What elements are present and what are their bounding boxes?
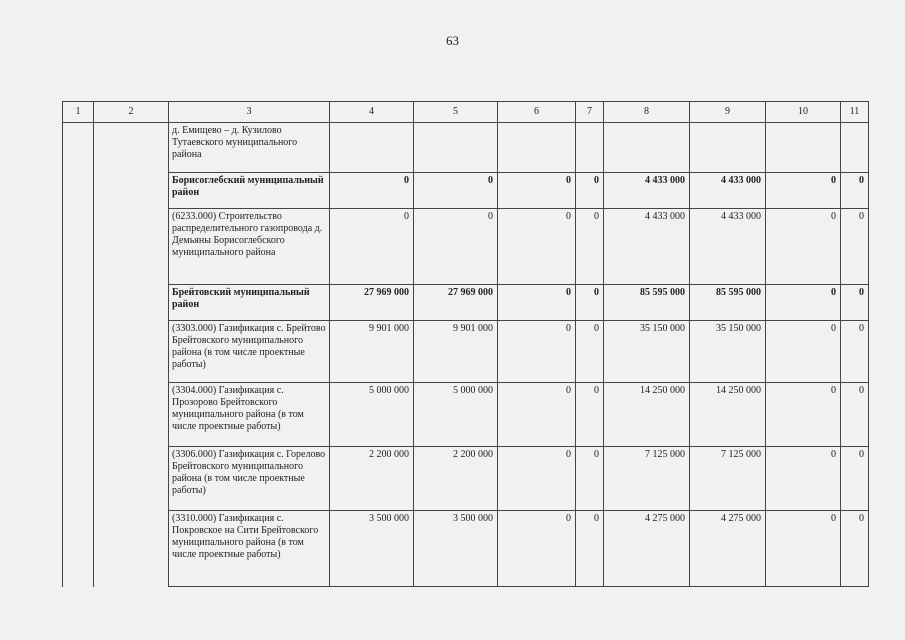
amount-cell-4: 2 200 000 [330,447,414,511]
table-row [63,447,869,511]
row-number-cell [63,285,94,321]
amount-cell-11: 0 [841,321,869,383]
amount-cell-4: 27 969 000 [330,285,414,321]
amount-cell-4: 3 500 000 [330,511,414,587]
table-row [63,209,869,285]
amount-cell-4: 5 000 000 [330,383,414,447]
amount-cell-9: 14 250 000 [690,383,766,447]
amount-cell-10 [766,123,841,173]
code-cell [94,383,169,447]
object-name-cell: д. Емищево – д. Кузилово Тутаевского муниципального района [169,123,330,173]
amount-cell-9: 4 275 000 [690,511,766,587]
column-number: 6 [498,102,576,123]
amount-cell-4: 9 901 000 [330,321,414,383]
amount-cell-9 [690,123,766,173]
object-name-cell: (3304.000) Газификация с. Прозорово Брейтовского муниципального района (в том числе проектные работы) [169,383,330,447]
amount-cell-5: 3 500 000 [414,511,498,587]
column-number: 2 [94,102,169,123]
code-cell [94,447,169,511]
amount-cell-8: 7 125 000 [604,447,690,511]
column-number: 8 [604,102,690,123]
amount-cell-9: 85 595 000 [690,285,766,321]
row-number-cell [63,123,94,173]
column-number: 1 [63,102,94,123]
amount-cell-5: 5 000 000 [414,383,498,447]
amount-cell-10: 0 [766,285,841,321]
amount-cell-11: 0 [841,173,869,209]
amount-cell-11: 0 [841,447,869,511]
amount-cell-11: 0 [841,511,869,587]
amount-cell-6: 0 [498,447,576,511]
code-cell [94,321,169,383]
table-row [63,285,869,321]
amount-cell-11: 0 [841,383,869,447]
object-name-cell: (3303.000) Газификация с. Брейтово Брейтовского муниципального района (в том числе проектные работы) [169,321,330,383]
amount-cell-11 [841,123,869,173]
amount-cell-6: 0 [498,209,576,285]
amount-cell-7: 0 [576,511,604,587]
amount-cell-10: 0 [766,511,841,587]
amount-cell-7 [576,123,604,173]
amount-cell-7: 0 [576,321,604,383]
row-number-cell [63,383,94,447]
amount-cell-11: 0 [841,209,869,285]
amount-cell-5: 9 901 000 [414,321,498,383]
row-number-cell [63,321,94,383]
object-name-cell: Борисоглебский муниципальный район [169,173,330,209]
object-name-cell: (3310.000) Газификация с. Покровское на Сити Брейтовского муниципального района (в том числе проектные работы) [169,511,330,587]
amount-cell-5: 0 [414,173,498,209]
amount-cell-5: 27 969 000 [414,285,498,321]
page-number: 63 [446,33,459,48]
code-cell [94,511,169,587]
amount-cell-8: 4 433 000 [604,173,690,209]
amount-cell-4 [330,123,414,173]
row-number-cell [63,511,94,587]
code-cell [94,285,169,321]
column-number-row [63,102,869,123]
table-row [63,321,869,383]
amount-cell-8: 4 433 000 [604,209,690,285]
amount-cell-6: 0 [498,173,576,209]
amount-cell-8: 4 275 000 [604,511,690,587]
amount-cell-4: 0 [330,209,414,285]
amount-cell-7: 0 [576,447,604,511]
amount-cell-10: 0 [766,209,841,285]
column-number: 4 [330,102,414,123]
amount-cell-6: 0 [498,511,576,587]
amount-cell-6: 0 [498,383,576,447]
amount-cell-8 [604,123,690,173]
amount-cell-10: 0 [766,321,841,383]
amount-cell-4: 0 [330,173,414,209]
amount-cell-8: 14 250 000 [604,383,690,447]
budget-table [62,101,869,587]
amount-cell-5: 0 [414,209,498,285]
object-name-cell: Брейтовский муниципальный район [169,285,330,321]
amount-cell-6: 0 [498,285,576,321]
amount-cell-7: 0 [576,209,604,285]
amount-cell-9: 35 150 000 [690,321,766,383]
column-number: 5 [414,102,498,123]
amount-cell-5 [414,123,498,173]
amount-cell-9: 4 433 000 [690,209,766,285]
table-row [63,383,869,447]
column-number: 11 [841,102,869,123]
amount-cell-7: 0 [576,383,604,447]
amount-cell-6 [498,123,576,173]
amount-cell-7: 0 [576,285,604,321]
amount-cell-8: 85 595 000 [604,285,690,321]
object-name-cell: (3306.000) Газификация с. Горелово Брейтовского муниципального района (в том числе проектные работы) [169,447,330,511]
code-cell [94,123,169,173]
amount-cell-8: 35 150 000 [604,321,690,383]
amount-cell-9: 4 433 000 [690,173,766,209]
amount-cell-10: 0 [766,173,841,209]
object-name-cell: (6233.000) Строительство распределительного газопровода д. Демьяны Борисоглебского муниципального района [169,209,330,285]
column-number: 9 [690,102,766,123]
amount-cell-5: 2 200 000 [414,447,498,511]
amount-cell-10: 0 [766,447,841,511]
column-number: 7 [576,102,604,123]
column-number: 10 [766,102,841,123]
row-number-cell [63,173,94,209]
table-row [63,123,869,173]
amount-cell-10: 0 [766,383,841,447]
amount-cell-9: 7 125 000 [690,447,766,511]
column-number: 3 [169,102,330,123]
amount-cell-11: 0 [841,285,869,321]
row-number-cell [63,447,94,511]
table-row [63,173,869,209]
code-cell [94,209,169,285]
row-number-cell [63,209,94,285]
amount-cell-7: 0 [576,173,604,209]
table-row [63,511,869,587]
amount-cell-6: 0 [498,321,576,383]
code-cell [94,173,169,209]
